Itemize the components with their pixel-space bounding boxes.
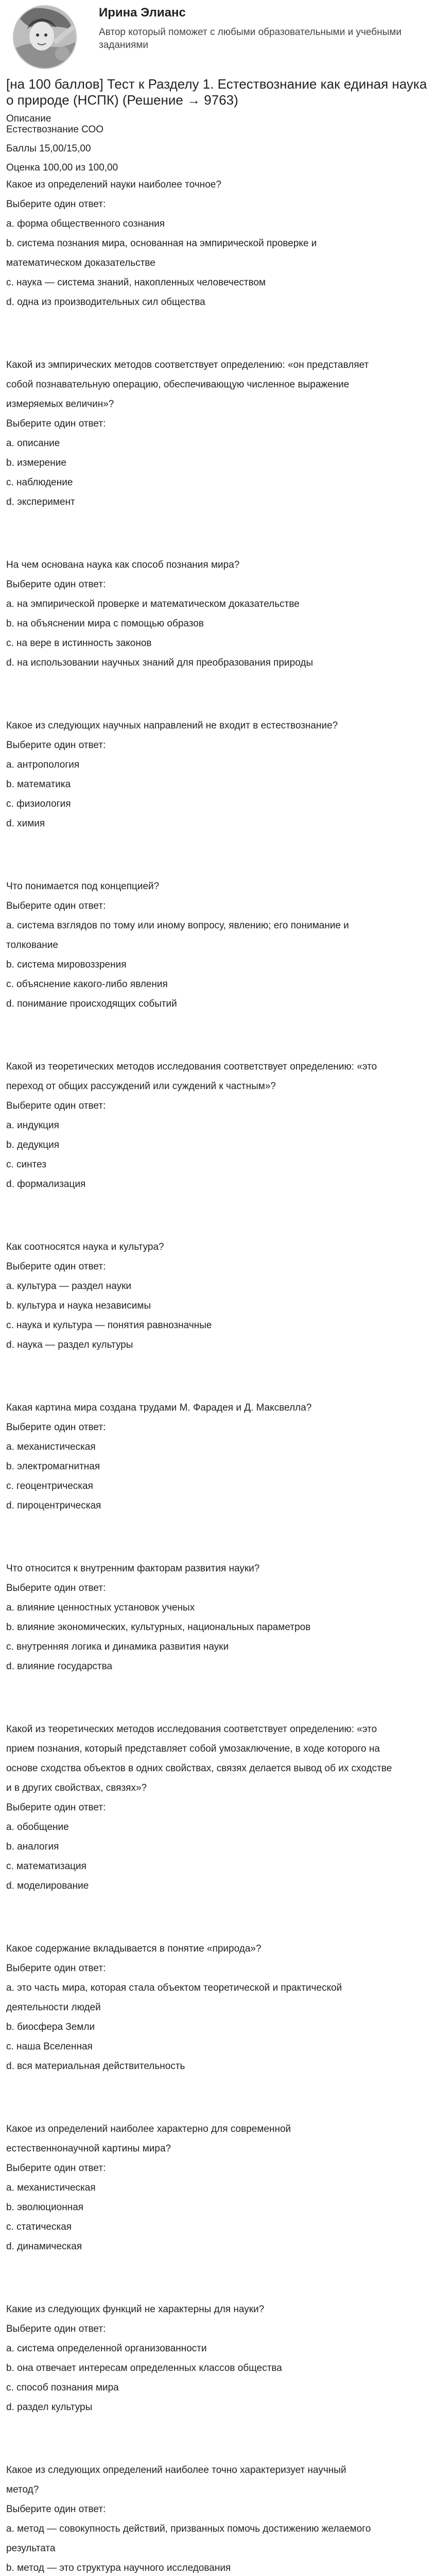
answer-option: a. механистическая [6,2182,96,2193]
question-block [6,877,430,1014]
answer-option: c. наука — система знаний, накопленных человечеством [6,277,266,288]
answer-option: a. обобщение [6,1822,69,1833]
answer-prompt: Выберите один ответ: [6,1583,106,1594]
author-info [99,4,428,52]
description-value: Естествознание СОО [6,124,104,135]
answer-option: c. геоцентрическая [6,1481,93,1492]
answer-option: c. на вере в истинность законов [6,638,152,649]
question-text: Что понимается под концепцией? [6,881,160,892]
answer-prompt: Выберите один ответ: [6,1422,106,1433]
score-line: Баллы 15,00/15,00 [6,143,91,154]
question-text: переход от общих рассуждений или суждений к частным»? [6,1081,276,1092]
answer-option: d. вся материальная действительность [6,2061,185,2072]
answer-option: c. наша Вселенная [6,2041,93,2052]
grade-line: Оценка 100,00 из 100,00 [6,162,118,173]
answer-option: a. культура — раздел науки [6,1281,132,1292]
question-text: собой познавательную операцию, обеспечивающую численное выражение [6,379,350,390]
answer-option: d. формализация [6,1179,86,1190]
question-block [6,2120,430,2257]
question-text: Как соотносятся наука и культура? [6,1242,164,1252]
answer-option: c. наблюдение [6,477,73,488]
author-description: Автор который поможет с любыми образовательными и учебными заданиями [99,27,402,50]
answer-prompt: Выберите один ответ: [6,1261,106,1272]
answer-option: b. измерение [6,457,66,468]
question-text: Какая картина мира создана трудами М. Фарадея и Д. Максвелла? [6,1402,312,1413]
answer-option: d. влияние государства [6,1661,113,1672]
question-spacer [6,1366,430,1398]
question-spacer [6,2429,430,2461]
answer-prompt: Выберите один ответ: [6,740,106,751]
answer-option: d. химия [6,818,45,829]
question-spacer [6,523,430,555]
document-title: [на 100 баллов] Тест к Разделу 1. Естествознание как единая наука о природе (НСПК) (Решение → 9763) [6,76,427,108]
description-label: Описание [6,113,51,124]
answer-option: c. наука и культура — понятия равнозначные [6,1320,212,1331]
answer-option: a. система определенной организованности [6,2343,207,2354]
answer-option: d. моделирование [6,1880,89,1891]
question-list [6,175,430,2576]
answer-option: b. математика [6,779,71,790]
avatar-image-icon [12,4,78,70]
answer-prompt: Выберите один ответ: [6,901,106,911]
answer-option: d. эксперимент [6,497,75,507]
question-block [6,1057,430,1194]
answer-option: b. она отвечает интересам определенных классов общества [6,2363,282,2374]
answer-option: b. система мировоззрения [6,959,127,970]
question-block [6,1939,430,2076]
answer-prompt: Выберите один ответ: [6,2163,106,2174]
question-spacer [6,684,430,716]
answer-option: b. метод — это структура научного исследования [6,2563,231,2573]
question-spacer [6,1907,430,1939]
question-block [6,175,430,312]
answer-option: d. динамическая [6,2241,82,2252]
answer-option: c. способ познания мира [6,2382,119,2393]
answer-option: a. антропология [6,759,80,770]
answer-option: a. форма общественного сознания [6,218,165,229]
question-text: Какое из определений науки наиболее точное? [6,179,221,190]
question-text: измеряемых величин»? [6,399,114,410]
answer-option: a. система взглядов по тому или иному вопросу, явлению; его понимание и [6,920,349,931]
question-text: На чем основана наука как способ познания мира? [6,560,240,570]
question-block [6,355,430,512]
answer-option: b. биосфера Земли [6,2022,95,2032]
avatar[interactable] [6,4,83,70]
answer-prompt: Выберите один ответ: [6,2504,106,2515]
question-block [6,1559,430,1676]
question-block [6,1720,430,1896]
question-spacer [6,1527,430,1559]
answer-option: a. на эмпирической проверке и математическом доказательстве [6,599,300,609]
question-block [6,2300,430,2417]
question-block [6,716,430,834]
question-text: Какой из эмпирических методов соответствует определению: «он представляет [6,360,369,370]
answer-option: c. физиология [6,799,71,809]
author-name[interactable]: Ирина Элианс [99,6,186,20]
question-text: прием познания, который представляет собой умозаключение, в ходе которого на [6,1743,380,1754]
question-spacer [6,845,430,877]
answer-option: b. на объяснении мира с помощью образов [6,618,204,629]
question-text: Какой из теоретических методов исследования соответствует определению: «это [6,1061,377,1072]
document-meta [6,113,430,173]
question-block [6,2461,430,2576]
question-text: Какое из следующих определений наиболее точно характеризует научный [6,2465,346,2476]
question-spacer [6,1688,430,1720]
answer-option: b. эволюционная [6,2202,84,2213]
answer-prompt: Выберите один ответ: [6,579,106,590]
answer-option: a. индукция [6,1120,59,1131]
answer-prompt: Выберите один ответ: [6,1100,106,1111]
question-text: Какое из определений наиболее характерно для современной [6,2124,291,2134]
question-spacer [6,324,430,355]
answer-prompt: Выберите один ответ: [6,199,106,210]
question-block [6,555,430,673]
answer-option: a. метод — совокупность действий, призванных помочь достижению желаемого [6,2523,371,2534]
question-spacer [6,2088,430,2120]
answer-option: b. культура и наука независимы [6,1300,151,1311]
answer-option: d. раздел культуры [6,2402,93,2413]
answer-prompt: Выберите один ответ: [6,2324,106,2334]
answer-option: b. влияние экономических, культурных, национальных параметров [6,1622,311,1633]
answer-option: c. внутренняя логика и динамика развития науки [6,1641,229,1652]
answer-option: a. механистическая [6,1442,96,1452]
answer-option: деятельности людей [6,2002,101,2013]
answer-prompt: Выберите один ответ: [6,1963,106,1974]
answer-option: d. одна из производительных сил общества [6,297,205,308]
question-text: Какое из следующих научных направлений не входит в естествознание? [6,720,338,731]
answer-option: c. математизация [6,1861,86,1872]
question-text: естественнонаучной картины мира? [6,2143,171,2154]
question-spacer [6,1025,430,1057]
answer-option: толкование [6,940,58,951]
answer-option: c. синтез [6,1159,47,1170]
answer-option: c. статическая [6,2222,72,2232]
question-spacer [6,2268,430,2300]
question-text: Какое содержание вкладывается в понятие «природа»? [6,1943,261,1954]
answer-option: d. на использовании научных знаний для преобразования природы [6,657,313,668]
answer-option: b. дедукция [6,1140,60,1150]
answer-option: b. аналогия [6,1841,59,1852]
question-text: и в других свойствах, связях»? [6,1783,147,1793]
answer-option: a. влияние ценностных установок ученых [6,1602,195,1613]
answer-option: a. это часть мира, которая стала объектом теоретической и практической [6,1982,342,1993]
question-block [6,1398,430,1516]
answer-option: d. наука — раздел культуры [6,1340,133,1350]
question-text: Что относится к внутренним факторам развития науки? [6,1563,260,1574]
author-header [6,0,430,70]
answer-prompt: Выберите один ответ: [6,418,106,429]
answer-option: результата [6,2543,56,2554]
answer-option: b. электромагнитная [6,1461,100,1472]
answer-option: d. понимание происходящих событий [6,998,177,1009]
answer-option: d. пироцентрическая [6,1500,101,1511]
answer-option: a. описание [6,438,60,449]
question-text: Какие из следующих функций не характерны для науки? [6,2304,265,2315]
question-text: Какой из теоретических методов исследования соответствует определению: «это [6,1724,377,1735]
answer-option: b. система познания мира, основанная на эмпирической проверке и [6,238,317,249]
answer-prompt: Выберите один ответ: [6,1802,106,1813]
question-text: метод? [6,2484,39,2495]
question-text: основе сходства объектов в одних свойствах, связях делается вывод об их сходстве [6,1763,392,1774]
question-spacer [6,1206,430,1238]
question-block [6,1238,430,1355]
answer-option: c. объяснение какого-либо явления [6,979,168,990]
answer-option: математическом доказательстве [6,258,155,268]
